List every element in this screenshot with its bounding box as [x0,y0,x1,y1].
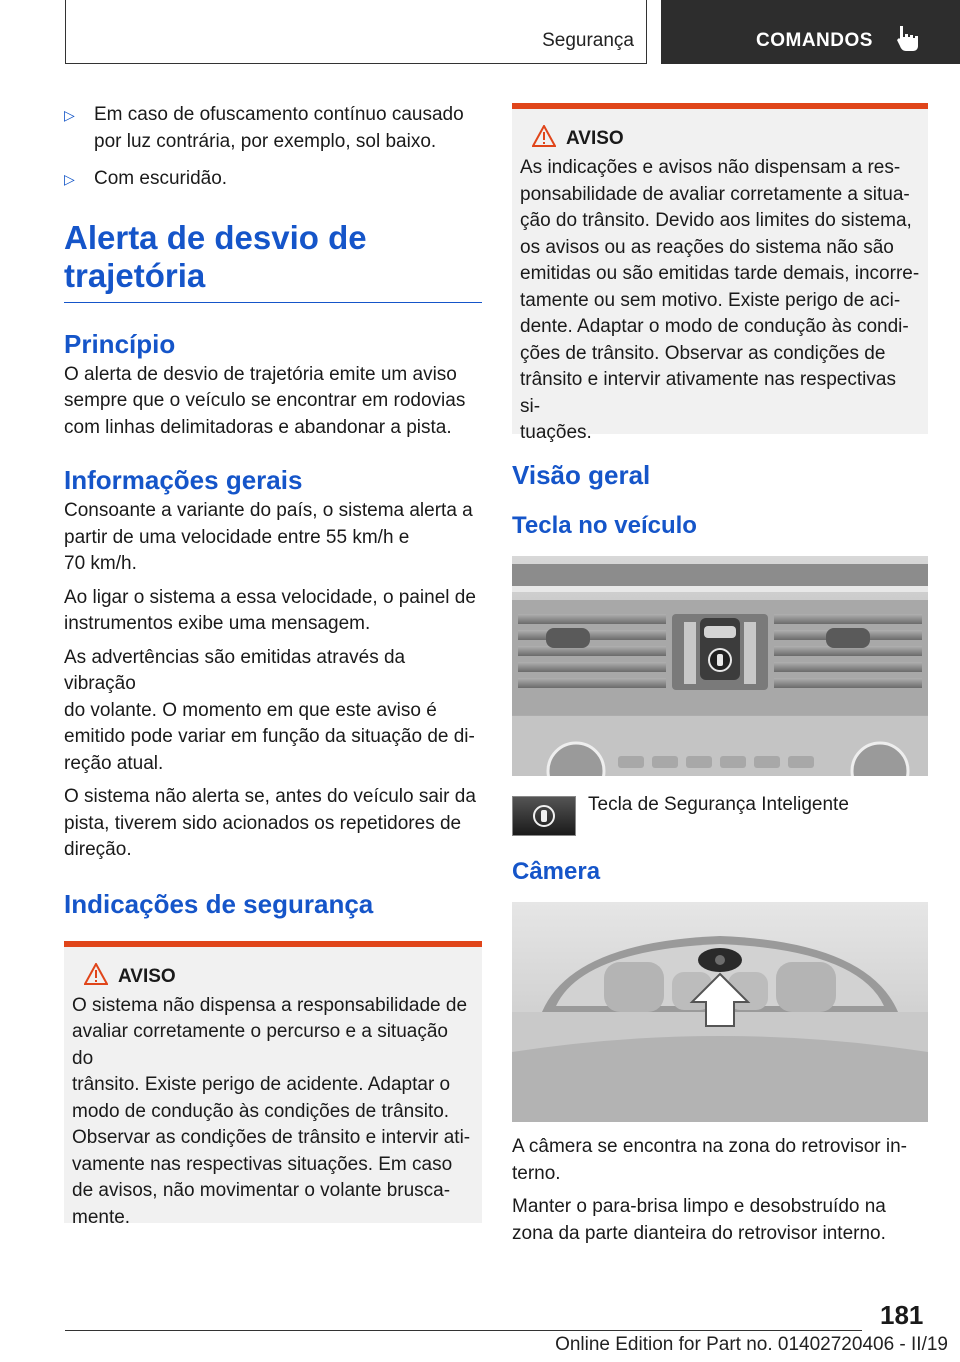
dashboard-button-photo [512,556,928,776]
text-line: dente. Adaptar o modo de condução às condi- [520,316,909,337]
footer-divider [65,1330,862,1331]
text-line: O sistema não alerta se, antes do veículo sair da [64,786,476,807]
text-line: Manter o para-brisa limpo e desobstruído na [512,1196,886,1217]
text-line: reção atual. [64,752,164,774]
text-line: O alerta de desvio de trajetória emite um aviso [64,363,457,385]
camera-location-photo [512,902,928,1122]
text-line: A câmera se encontra na zona do retrovisor in- [512,1136,907,1157]
text-line: ções de trânsito. Observar as condições de [520,342,886,364]
warning-triangle-icon [532,125,556,147]
text-line: tuações. [520,422,592,443]
text-line: mente. [72,1206,131,1228]
paragraph-info-1 [64,498,482,578]
text-line: instrumentos exibe uma mensagem. [64,613,371,634]
button-caption-row [512,792,928,852]
text-line: trânsito e intervir ativamente nas respectivas si- [520,369,896,417]
text-line: Observar as condições de trânsito e intervir ati- [72,1127,471,1148]
list-item [64,102,482,155]
heading-tecla: Tecla no veículo [512,512,697,539]
text-line: ção do trânsito. Devido aos limites do sistema, [520,210,912,231]
warning-box [512,103,928,443]
heading-informacoes: Informações gerais [64,465,303,495]
header-section-title: Segurança [542,30,634,51]
header-chapter-label: COMANDOS [756,30,873,51]
footer-edition: Online Edition for Part no. 01402720406 - II/19 [555,1334,948,1355]
warning-title: AVISO [566,128,624,149]
header-section-box [65,0,647,64]
text-line: de avisos, não movimentar o volante brusca- [72,1180,451,1201]
text-line: ponsabilidade de avaliar corretamente a situa- [520,183,910,205]
text-line: As advertências são emitidas através da vibração [64,646,406,694]
text-line: trânsito. Existe perigo de acidente. Adaptar o [72,1074,451,1095]
text-line: pista, tiverem sido acionados os repetidores de [64,812,462,834]
pointing-hand-icon [894,24,920,52]
text-line: sempre que o veículo se encontrar em rodovias [64,390,466,411]
safety-button-icon [512,796,576,836]
page-title [64,219,482,303]
paragraph-info-2 [64,585,482,638]
text-line: emitidas ou são emitidas tarde demais, incorre- [520,263,920,284]
bullet-text-line: Em caso de ofuscamento contínuo causado [94,104,464,125]
text-line: Consoante a variante do país, o sistema alerta a [64,500,473,521]
warning-header [72,963,474,989]
text-line: direção. [64,839,132,860]
warning-text [72,993,474,1232]
text-line: As indicações e avisos não dispensam a res- [520,157,901,178]
text-line: tamente ou sem motivo. Existe perigo de aci- [520,289,901,311]
warning-triangle-icon [84,963,108,985]
paragraph-info-4 [64,784,482,864]
page-number: 181 [880,1300,924,1330]
header-chapter-tab [661,0,960,64]
heading-camera: Câmera [512,858,601,885]
text-line: 70 km/h. [64,553,137,574]
warning-text [520,155,920,447]
list-item [64,166,482,193]
right-column [512,103,928,1247]
text-line: partir de uma velocidade entre 55 km/h e [64,526,410,548]
text-line: O sistema não dispensa a responsabilidade de [72,994,468,1016]
heading-visao-geral: Visão geral [512,460,651,490]
warning-box [64,941,482,1228]
text-line: emitido pode variar em função da situação de di- [64,726,475,747]
text-line: modo de condução às condições de trânsito. [72,1100,450,1122]
text-line: avaliar corretamente o percurso e a situação do [72,1021,448,1069]
paragraph-camera-2 [512,1194,928,1247]
paragraph-principio [64,362,482,442]
heading-principio: Princípio [64,328,176,359]
text-line: os avisos ou as reações do sistema não são [520,236,894,258]
warning-title: AVISO [118,965,176,987]
text-line: com linhas delimitadoras e abandonar a pista. [64,416,452,438]
bullet-text-line: Com escuridão. [94,168,228,189]
triangle-bullet-icon: ▷ [64,107,75,123]
warning-header [520,125,920,151]
text-line: terno. [512,1162,561,1184]
triangle-bullet-icon: ▷ [64,171,75,187]
text-line: vamente nas respectivas situações. Em caso [72,1153,453,1175]
left-column [64,102,482,1228]
paragraph-info-3 [64,645,482,778]
heading-seguranca: Indicações de segurança [64,888,374,919]
paragraph-camera-1 [512,1134,928,1187]
bullet-text-line: por luz contrária, por exemplo, sol baixo. [94,130,437,152]
text-line: Ao ligar o sistema a essa velocidade, o painel de [64,586,476,608]
text-line: zona da parte dianteira do retrovisor interno. [512,1222,886,1244]
page-title-line: Alerta de desvio de [64,218,367,256]
button-caption: Tecla de Segurança Inteligente [588,794,849,815]
page-title-line: trajetória [64,256,206,294]
text-line: do volante. O momento em que este aviso é [64,699,437,721]
